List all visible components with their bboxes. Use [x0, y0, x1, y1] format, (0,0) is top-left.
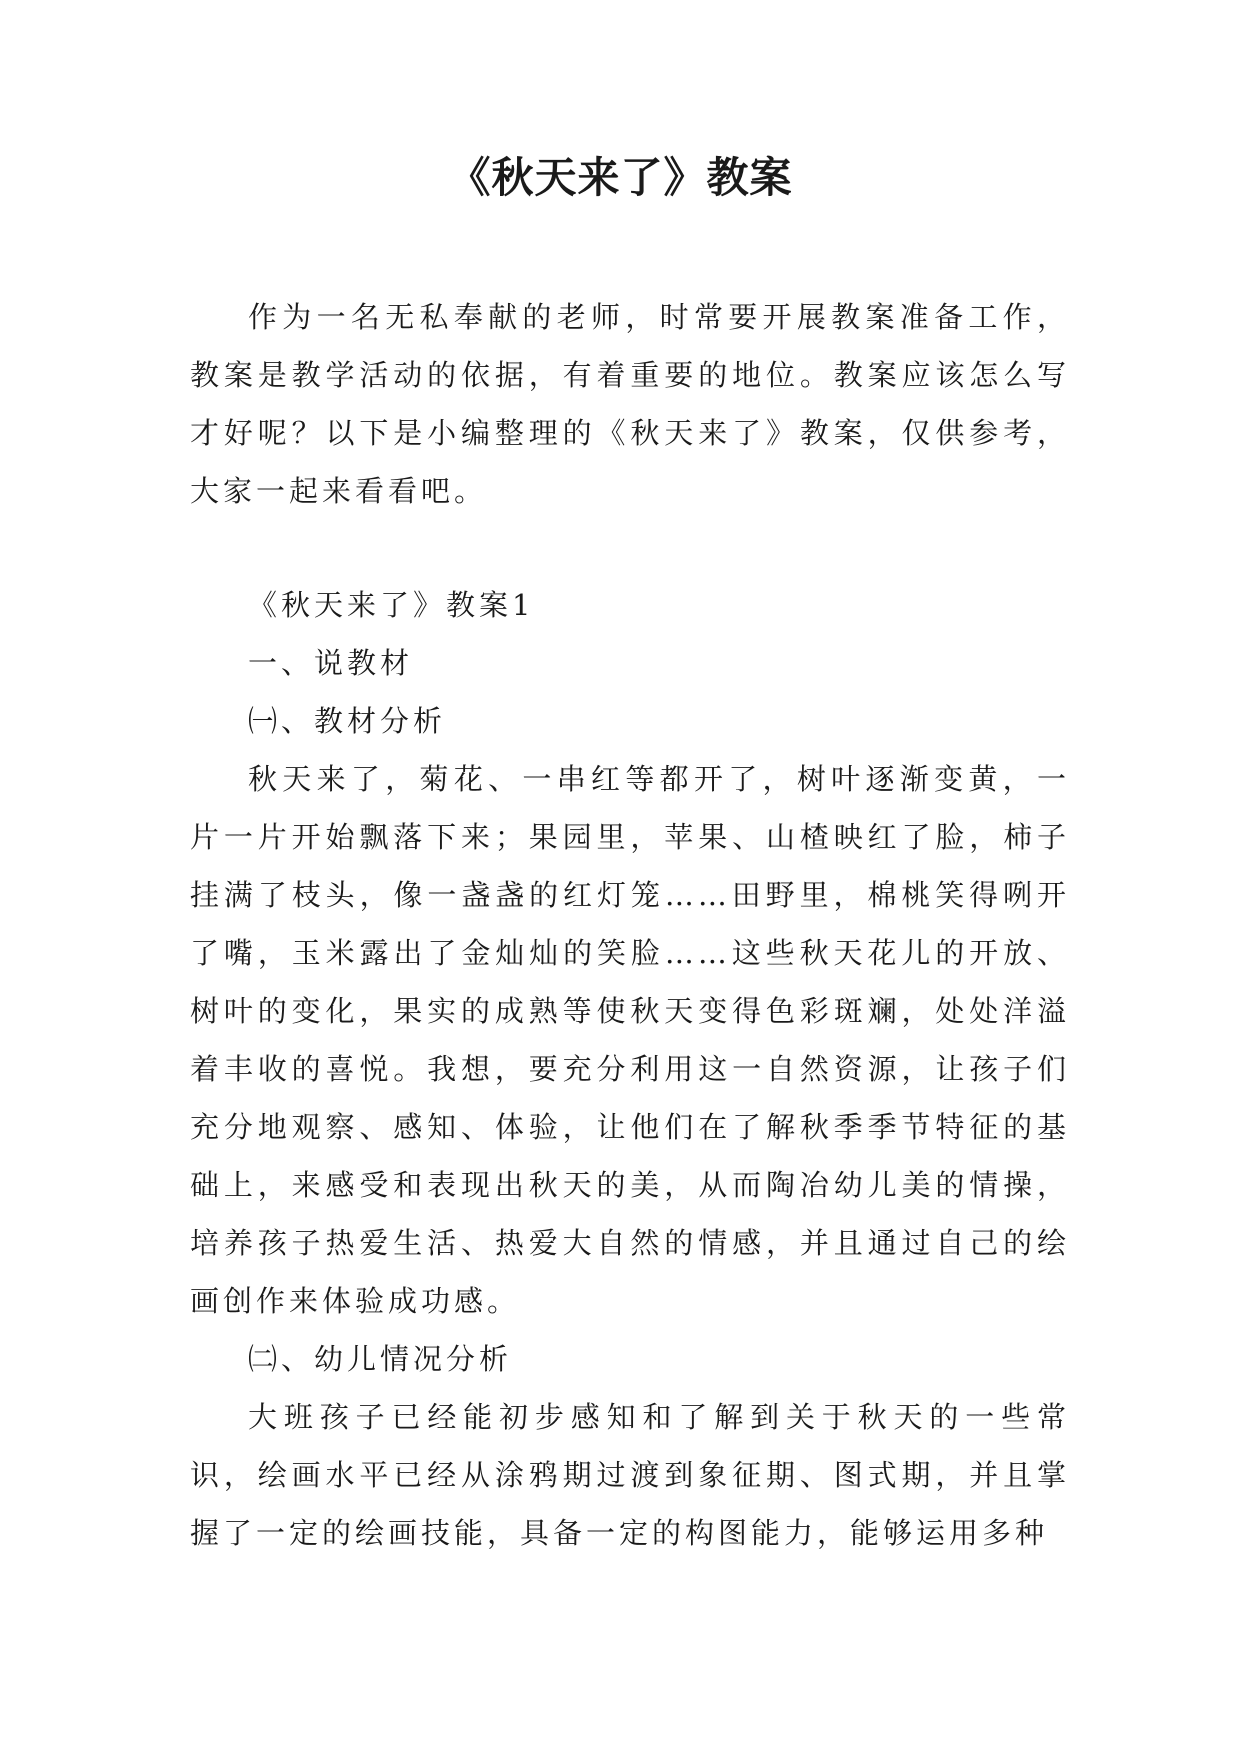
document-body	[190, 288, 1070, 1562]
sub-heading-children-analysis: ㈡、幼儿情况分析	[248, 1342, 513, 1376]
document-title: 《秋天来了》教案	[448, 153, 793, 202]
part-heading: 一、说教材	[248, 646, 414, 680]
sub-heading-textbook-analysis: ㈠、教材分析	[248, 704, 447, 738]
section-heading: 《秋天来了》教案1	[248, 588, 535, 622]
textbook-analysis-paragraph: 秋天来了，菊花、一串红等都开了，树叶逐渐变黄，一片一片开始飘落下来；果园里，苹果、山楂映红了脸，柿子挂满了枝头，像一盏盏的红灯笼……田野里，棉桃笑得咧开了嘴，玉米露出了金灿灿的笑脸……这些秋天花儿的开放、树叶的变化，果实的成熟等使秋天变得色彩斑斓，处处洋溢着丰收的喜悦。我想，要充分利用这一自然资源，让孩子们充分地观察、感知、体验，让他们在了解秋季季节特征的基础上，来感受和表现出秋天的美，从而陶冶幼儿美的情操，培养孩子热爱生活、热爱大自然的情感，并且通过自己的绘画创作来体验成功感。	[190, 762, 1070, 1318]
intro-paragraph: 作为一名无私奉献的老师，时常要开展教案准备工作，教案是教学活动的依据，有着重要的地位。教案应该怎么写才好呢？以下是小编整理的《秋天来了》教案，仅供参考，大家一起来看看吧。	[190, 300, 1070, 508]
children-analysis-paragraph: 大班孩子已经能初步感知和了解到关于秋天的一些常识，绘画水平已经从涂鸦期过渡到象征期、图式期，并且掌握了一定的绘画技能，具备一定的构图能力，能够运用多种	[190, 1400, 1070, 1550]
